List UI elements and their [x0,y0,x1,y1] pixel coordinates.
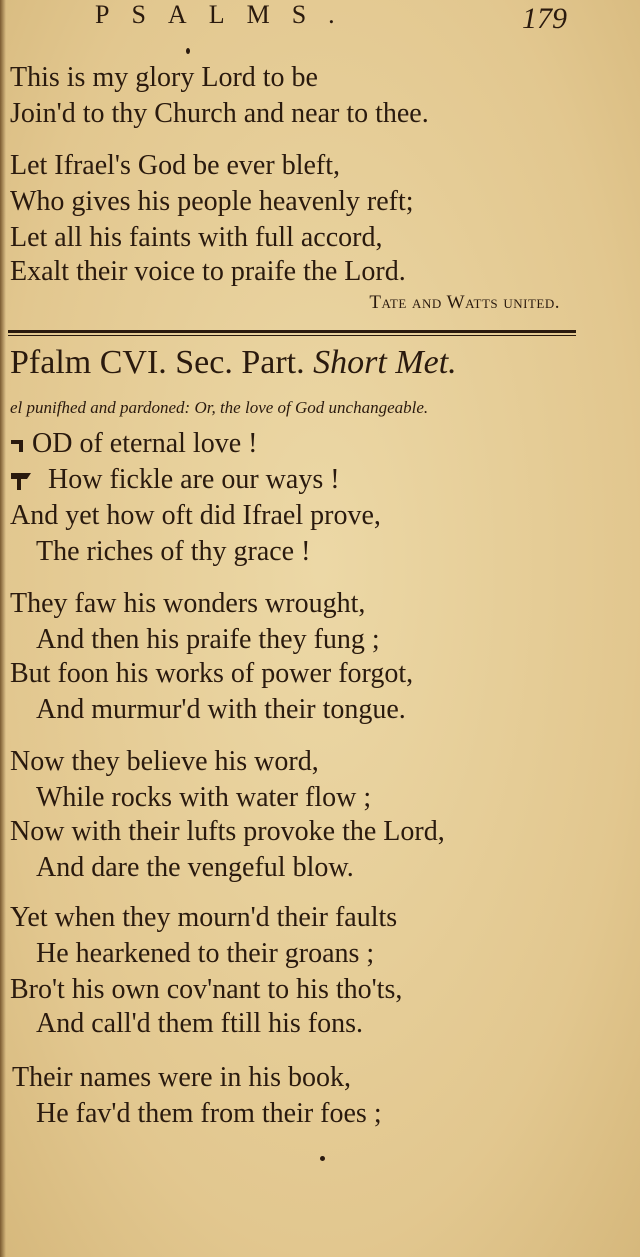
psalm-heading [10,344,457,382]
verse-line: OD of eternal love ! [32,428,258,459]
psalm-subtitle: el punifhed and pardoned: Or, the love of God unchangeable. [10,398,429,417]
page-edge-shadow [0,0,6,1257]
verse-line: How fickle are our ways ! [48,464,340,495]
verse-line: Let all his faints with full accord, [10,222,383,253]
verse-line: While rocks with water flow ; [36,782,372,813]
psalm-heading-title: Pfalm CVI. Sec. Part. [10,344,305,381]
ink-speck [320,1156,325,1161]
verse-line: And dare the vengeful blow. [36,852,354,883]
verse-line: And murmur'd with their tongue. [36,694,406,725]
verse-line: Who gives his people heavenly reft; [10,186,414,217]
attribution: Tate and Watts united. [369,292,560,313]
verse-line: Join'd to thy Church and near to thee. [10,98,429,129]
verse-line: Exalt their voice to praife the Lord. [10,256,406,287]
drop-cap-fragment-icon [9,470,33,492]
verse-line: He fav'd them from their foes ; [36,1098,382,1129]
ink-speck [186,48,190,54]
verse-line: They faw his wonders wrought, [10,588,366,619]
verse-line: And yet how oft did Ifrael prove, [10,500,381,531]
verse-line: Now with their lufts provoke the Lord, [10,816,445,847]
verse-line: Now they believe his word, [10,746,319,777]
verse-line: This is my glory Lord to be [10,62,318,93]
verse-line: Let Ifrael's God be ever bleft, [10,150,340,181]
drop-cap-fragment-icon [9,436,29,456]
verse-line: Their names were in his book, [12,1062,352,1093]
verse-line: Yet when they mourn'd their faults [10,902,398,933]
section-rule-thin [8,335,576,336]
verse-line: Bro't his own cov'nant to his tho'ts, [10,974,403,1005]
running-head: PSALMS. [95,0,357,29]
psalm-heading-meter: Short Met. [313,344,457,381]
verse-line: He hearkened to their groans ; [36,938,375,969]
verse-line: And then his praife they fung ; [36,624,380,655]
section-rule [8,330,576,333]
verse-line: But foon his works of power forgot, [10,658,414,689]
verse-line: And call'd them ftill his fons. [36,1008,364,1039]
page-number: 179 [522,2,567,35]
verse-line: The riches of thy grace ! [36,536,311,567]
